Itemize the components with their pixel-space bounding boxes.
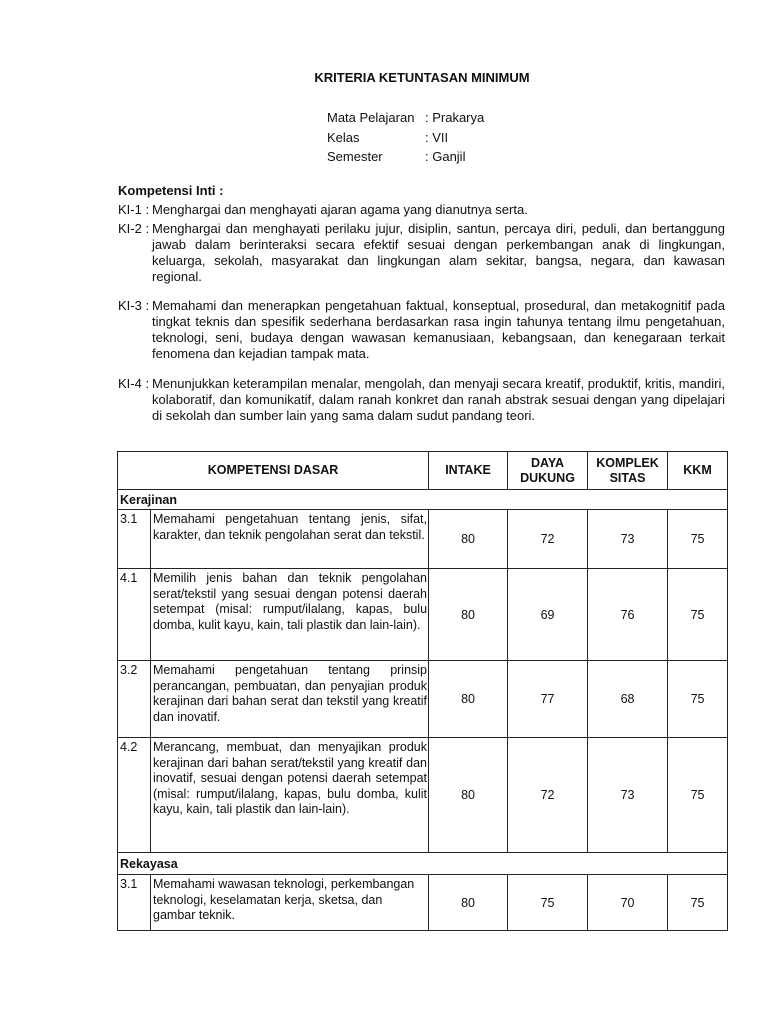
table-row (118, 569, 728, 661)
info-row-class (327, 128, 484, 148)
ki-item-1 (118, 202, 725, 218)
header-intake: INTAKE (429, 452, 508, 490)
kd-description: Memahami pengetahuan tentang prinsip perancangan, pembuatan, dan penyajian produk kerajinan dari bahan serat dan tekstil yang kreatif dan inovatif. (151, 661, 429, 738)
header-kkm: KKM (668, 452, 728, 490)
header-kompetensi-dasar: KOMPETENSI DASAR (118, 452, 429, 490)
kkm-value: 75 (668, 569, 728, 661)
kkm-value: 75 (668, 875, 728, 931)
info-value: : Ganjil (425, 149, 466, 164)
intake-value: 80 (429, 738, 508, 853)
kd-description: Memahami wawasan teknologi, perkembangan teknologi, keselamatan kerja, sketsa, dan gambar teknik. (151, 875, 429, 931)
daya-dukung-value: 75 (508, 875, 588, 931)
ki-item-4 (118, 376, 725, 424)
section-title: Rekayasa (118, 853, 728, 875)
table-row (118, 875, 728, 931)
header-line: SITAS (609, 470, 646, 485)
kd-number: 4.1 (118, 569, 151, 661)
ki-code: KI-4 : (118, 376, 150, 391)
kd-table (117, 451, 728, 931)
header-line: DAYA (530, 455, 565, 470)
kd-number: 3.1 (118, 875, 151, 931)
ki-code: KI-2 : (118, 221, 150, 236)
document-title: KRITERIA KETUNTASAN MINIMUM (314, 70, 530, 85)
kkm-value: 75 (668, 510, 728, 569)
kd-description: Memilih jenis bahan dan teknik pengolahan serat/tekstil yang sesuai dengan potensi daerah setempat (misal: rumput/ilalang, kapas, bulu domba, kulit kayu, kain, tali plastik dan lain-lain). (151, 569, 429, 661)
intake-value: 80 (429, 661, 508, 738)
info-value: : VII (425, 129, 449, 145)
ki-text: Menunjukkan keterampilan menalar, mengolah, dan menyaji secara kreatif, produktif, kritis, mandiri, kolaboratif, dan komunikatif, dalam ranah konkret dan ranah abstrak sesuai dengan yang dipelajari di sekolah dan sumber lain yang sama dalam sudut pandang teori. (152, 376, 725, 423)
daya-dukung-value: 72 (508, 738, 588, 853)
info-label: Semester (327, 149, 383, 164)
subject-info (327, 108, 484, 167)
kd-description: Memahami pengetahuan tentang jenis, sifat, karakter, dan teknik pengolahan serat dan tekstil. (151, 510, 429, 569)
info-row-semester (327, 147, 484, 167)
header-line: KOMPLEK (596, 455, 659, 470)
header-daya-dukung (508, 452, 588, 490)
kompleksitas-value: 76 (588, 569, 668, 661)
ki-text: Menghargai dan menghayati ajaran agama yang dianutnya serta. (152, 202, 528, 217)
info-label: Kelas (327, 129, 360, 145)
table-row (118, 738, 728, 853)
ki-text: Memahami dan menerapkan pengetahuan faktual, konseptual, prosedural, dan metakognitif pada tingkat teknis dan spesifik sederhana berdasarkan rasa ingin tahunya tentang ilmu pengetahuan, teknologi, seni, budaya dengan wawasan kemanusiaan, kebangsaan, dan kenegaraan terkait fenomena dan kejadian tampak mata. (152, 298, 725, 361)
daya-dukung-value: 72 (508, 510, 588, 569)
kompleksitas-value: 73 (588, 510, 668, 569)
info-row-subject (327, 108, 484, 128)
intake-value: 80 (429, 510, 508, 569)
info-label: Mata Pelajaran (327, 110, 415, 125)
ki-item-2 (118, 221, 725, 285)
ki-item-3 (118, 298, 725, 362)
daya-dukung-value: 69 (508, 569, 588, 661)
section-title: Kerajinan (118, 490, 728, 510)
header-line: DUKUNG (520, 470, 575, 485)
kkm-value: 75 (668, 661, 728, 738)
kd-number: 3.2 (118, 661, 151, 738)
section-row (118, 490, 728, 510)
kd-description: Merancang, membuat, dan menyajikan produk kerajinan dari bahan serat/tekstil yang kreatif dan inovatif, sesuai dengan potensi daerah setempat (misal: rumput/ilalang, kapas, bulu domba, kulit kayu, kain, tali plastik dan lain-lain). (151, 738, 429, 853)
ki-code: KI-3 : (118, 298, 150, 313)
ki-code: KI-1 : (118, 202, 150, 217)
info-value: : Prakarya (425, 110, 485, 125)
table-header-row (118, 452, 728, 490)
section-row (118, 853, 728, 875)
kompleksitas-value: 68 (588, 661, 668, 738)
intake-value: 80 (429, 875, 508, 931)
table-row (118, 661, 728, 738)
ki-text: Menghargai dan menghayati perilaku jujur, disiplin, santun, percaya diri, peduli, dan bertanggung jawab dalam berinteraksi secara efektif sesuai dengan perkembangan anak di lingkungan, keluarga, sekolah, masyarakat dan lingkungan alam sekitar, bangsa, negara, dan kawasan regional. (152, 221, 725, 284)
ki-heading: Kompetensi Inti : (118, 183, 224, 198)
header-kompleksitas (588, 452, 668, 490)
kompleksitas-value: 70 (588, 875, 668, 931)
kkm-value: 75 (668, 738, 728, 853)
kompleksitas-value: 73 (588, 738, 668, 853)
table-row (118, 510, 728, 569)
kd-number: 3.1 (118, 510, 151, 569)
intake-value: 80 (429, 569, 508, 661)
daya-dukung-value: 77 (508, 661, 588, 738)
kd-number: 4.2 (118, 738, 151, 853)
